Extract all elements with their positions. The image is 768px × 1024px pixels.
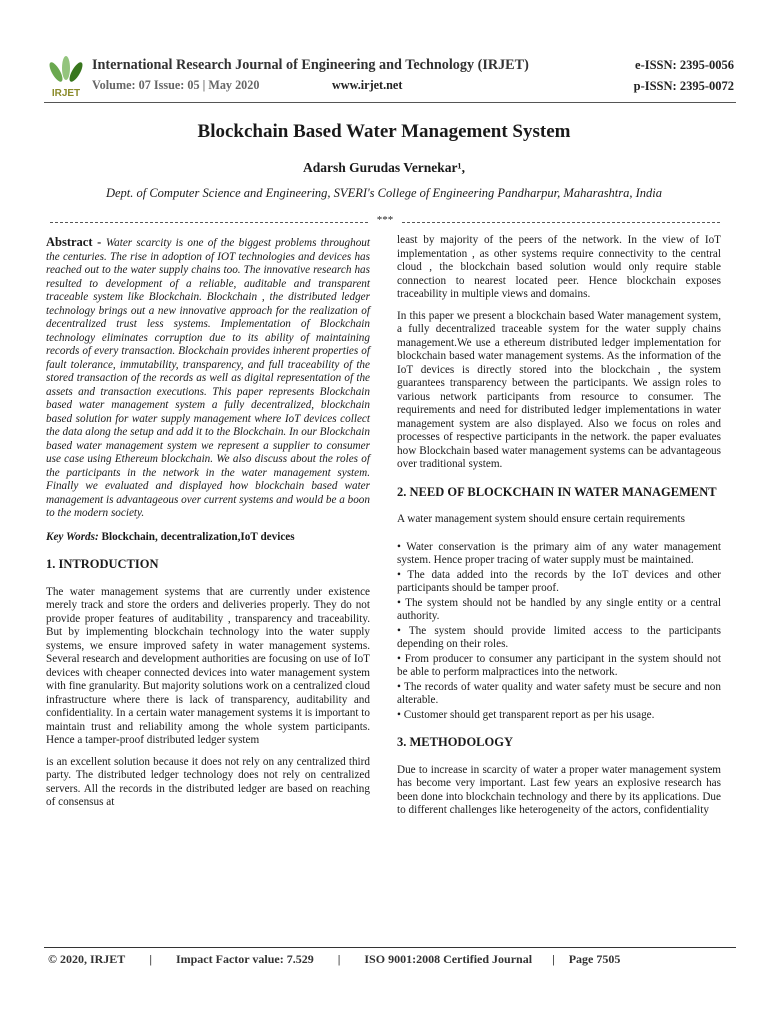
methodology-paragraph: Due to increase in scarcity of water a proper water management system has become very important. Last few years an explosive research has been done into blockchain technology and there by its applications. Due to different challenges like heterogeneity of the actors, confidentiality (397, 763, 721, 816)
keywords-text: Blockchain, decentralization,IoT devices (101, 530, 295, 543)
intro-paragraph-2: is an excellent solution because it does not rely on any centralized third party. The distributed ledger technology does not rely on centralized servers. All the records in the distributed ledger are based on reaching of consensus at (46, 755, 370, 808)
abstract-label: Abstract - (46, 235, 106, 249)
list-item: • Customer should get transparent report as per his usage. (397, 708, 655, 721)
list-item: • Water conservation is the primary aim of any water management system. Hence proper tracing of water supply must be maintained. (397, 540, 721, 566)
volume-issue: Volume: 07 Issue: 05 | May 2020 (92, 78, 260, 92)
list-item: • The data added into the records by the IoT devices and other participants should be tamper proof. (397, 568, 721, 594)
list-item: • The system should not be handled by any single entity or a central authority. (397, 596, 721, 622)
journal-url[interactable]: www.irjet.net (332, 78, 403, 92)
list-item: • The system should provide limited access to the participants depending on their roles. (397, 624, 721, 650)
footer-divider: | (337, 952, 341, 966)
logo-text: IRJET (51, 88, 81, 98)
right-paragraph-1: least by majority of the peers of the network. In the view of IoT implementation , as other systems require connectivity to the central cloud , the blockchain based solution would only require stable connection to nearest located peer. Hence blockchain exposes traceability in multiple views and domains. (397, 234, 721, 300)
header-rule (44, 102, 736, 103)
right-paragraph-2: In this paper we present a blockchain based Water management system, a fully decentralized traceable system for the water supply chains management.We use a ethereum distributed ledger implementation for blockchain based water management systems. As the information of the IoT devices is directly stored into the blockchain , the system guarantees transparency between the participants. We assign roles to various network participants from resource to consumer. The requirements and need for distributed ledger implementations in water management system are also displayed. Also we focus on roles and processes of respective participants in the network. the paper evaluates how Blockchain based water management systems can be advantageous over traditional system. (397, 309, 721, 470)
page-footer (48, 952, 620, 967)
journal-name: International Research Journal of Engineering and Technology (IRJET) (92, 57, 529, 73)
need-intro: A water management system should ensure certain requirements (397, 513, 685, 525)
impact-factor: Impact Factor value: 7.529 (175, 952, 314, 966)
intro-paragraph-1: The water management systems that are currently under existence merely track and store the orders and deliveries properly. They do not provide proper features of auditability , transparency and traceability. But by implementing blockchain technology into the water supply systems, we ensure improved safety in water management systems. Several research and development authorities are focusing on use of IoT devices with cheaper connected devices into water management system with fine granularity. But majority solutions work on a centralized cloud infrastructure where there is lack of transparency, auditability and confidentiality. In a certain water management systems it is important to maintain trust and reliability among the whole system participants. Hence a tamper-proof distributed ledger system (46, 585, 370, 746)
abstract-text: Water scarcity is one of the biggest problems throughout the centuries. The rise in adoption of IOT technologies and devices has reached out to the water supply chains too. The innovative research has resulted to development of a reliable, auditable and transparent traceable system like Blockchain. Blockchain , the distributed ledger technology brings out a new innovative approach for the realization of decentralized trust less systems. Implementation of Blockchain technology eliminates corruption due to its ability of maintaining records of every transaction. Blockchain provides inherent properties of fault tolerance, immutability, transparency, and full traceability of the stored transaction of the records as well as digital representation of the assets and transaction executions. This paper represents Blockchain based water management system a fully decentralized, blockchain based solution for water supply management where IoT devices collect the data along the setup and add it to the Blockchain. In our Blockchain based water management system we represent a supplier to consumer use case using Ethereum blockchain. We also discuss about the roles of the participants in the network in the water management system. Finally we evaluated and displayed how blockchain based water management is advantageous over current systems and would be a boon to the modern society. (46, 237, 370, 519)
section-heading-introduction: 1. INTRODUCTION (46, 557, 159, 571)
section-heading-need: 2. NEED OF BLOCKCHAIN IN WATER MANAGEMENT (397, 484, 717, 499)
footer-rule (44, 947, 736, 948)
leaf-logo-icon (44, 54, 88, 98)
keywords-label: Key Words: (46, 530, 99, 543)
p-issn: p-ISSN: 2395-0072 (633, 79, 734, 93)
keywords (46, 531, 370, 545)
left-column (46, 236, 370, 818)
abstract (46, 236, 370, 521)
page-number: Page 7505 (568, 952, 621, 966)
paper-title: Blockchain Based Water Management System (197, 121, 571, 142)
page-header (44, 52, 734, 98)
separator-stars: *** (373, 214, 397, 226)
affiliation: Dept. of Computer Science and Engineering, SVERI's College of Engineering Pandharpur, Maharashtra, India (105, 186, 663, 200)
footer-divider: | (552, 952, 555, 966)
separator (50, 214, 720, 230)
right-column (397, 234, 721, 826)
footer-divider: | (149, 952, 152, 966)
e-issn: e-ISSN: 2395-0056 (635, 58, 734, 72)
footer-copyright: © 2020, IRJET (48, 952, 126, 966)
iso-cert: ISO 9001:2008 Certified Journal (364, 952, 533, 966)
list-item: • The records of water quality and water safety must be secure and non alterable. (397, 680, 721, 706)
section-heading-methodology: 3. METHODOLOGY (397, 735, 513, 749)
author-name: Adarsh Gurudas Vernekar¹, (303, 160, 465, 175)
list-item: • From producer to consumer any participant in the system should not be able to perform malpractices into the network. (397, 652, 721, 678)
